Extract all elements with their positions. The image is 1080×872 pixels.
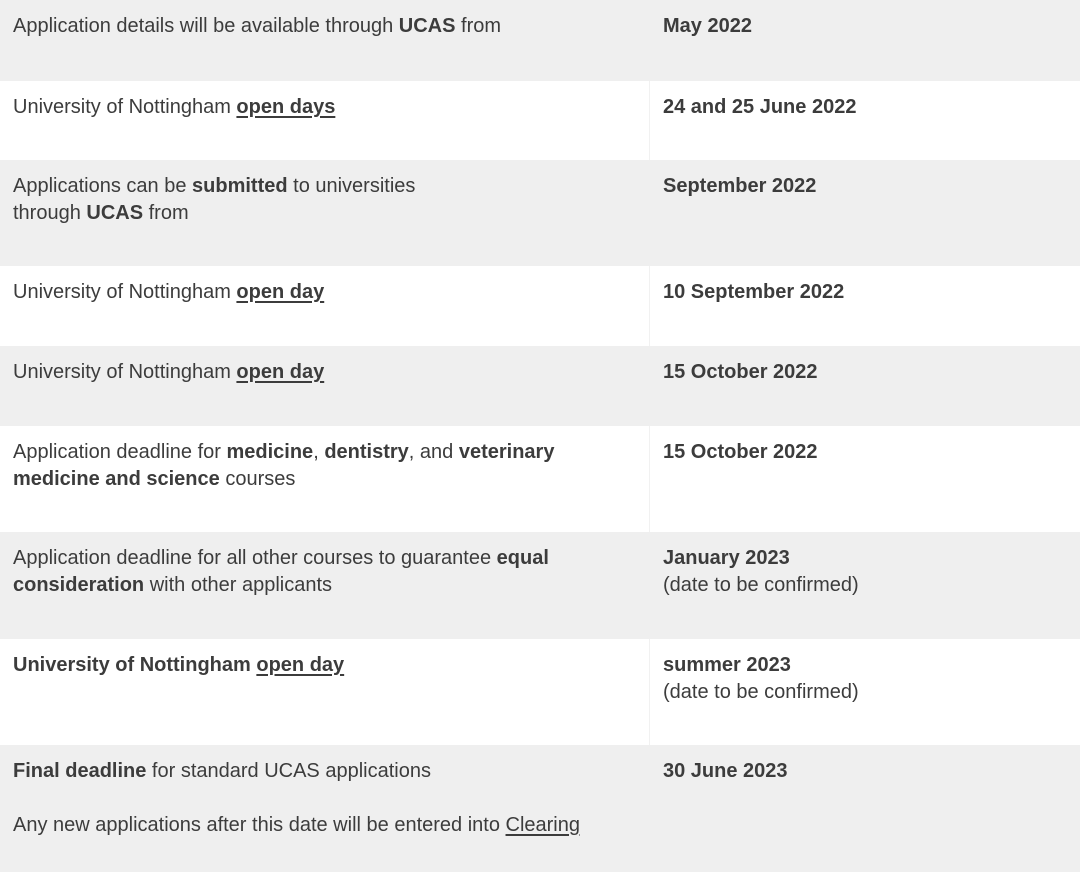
event-text: University of Nottingham [13,96,237,118]
consideration-bold: consideration [13,573,145,596]
event-cell [0,0,649,81]
date-cell [649,745,1080,872]
table-row [0,639,1080,745]
date-note: (date to be confirmed) [663,573,859,596]
event-text: , and [408,441,459,463]
event-cell [0,639,649,745]
event-cell [0,81,649,160]
date-value: 30 June 2023 [663,760,788,782]
veterinary-bold: veterinary [458,441,555,463]
open-days-link[interactable]: open days [236,96,336,118]
date-value: May 2022 [663,15,752,37]
event-cell [0,266,649,346]
event-cell [0,346,649,426]
open-day-link[interactable]: open day [256,654,345,676]
final-deadline-bold: Final deadline [13,760,147,782]
table-row [0,745,1080,872]
date-cell [649,426,1080,532]
date-value: January 2023 [663,547,790,569]
event-text: University of Nottingham [13,361,237,383]
medicine-bold: medicine [226,441,314,463]
ucas-bold: UCAS [398,15,456,37]
event-text: Applications can be [13,175,193,197]
event-text: Application details will be available through [13,15,399,37]
event-text: through [13,201,87,224]
event-text: to universities [287,175,416,197]
date-cell [649,346,1080,426]
event-text-bold: University of Nottingham [13,654,257,676]
table-row [0,426,1080,532]
clearing-link[interactable]: Clearing [505,813,580,836]
event-text: University of Nottingham [13,281,237,303]
event-text: from [143,201,189,224]
equal-bold: equal [496,547,549,569]
date-value: 15 October 2022 [663,441,818,463]
event-cell [0,160,649,266]
date-cell [649,0,1080,81]
event-text: for standard UCAS applications [146,760,431,782]
event-cell [0,532,649,639]
table-row [0,81,1080,160]
date-value: 24 and 25 June 2022 [663,96,857,118]
table-row [0,266,1080,346]
event-text: from [455,15,502,37]
date-value: summer 2023 [663,654,791,676]
clearing-note [13,812,636,839]
open-day-link[interactable]: open day [236,361,325,383]
event-text: Application deadline for all other courses to guarantee [13,547,497,569]
date-cell [649,160,1080,266]
date-cell [649,639,1080,745]
event-text: Any new applications after this date will be entered into [13,813,506,836]
table-row [0,532,1080,639]
event-text: Application deadline for [13,441,227,463]
event-cell [0,745,649,872]
date-value: 15 October 2022 [663,361,818,383]
event-cell [0,426,649,532]
event-text: with other applicants [144,573,333,596]
submitted-bold: submitted [192,175,288,197]
date-note: (date to be confirmed) [663,680,859,703]
medicine-science-bold: medicine and science [13,467,220,490]
date-value: 10 September 2022 [663,281,845,303]
date-cell [649,266,1080,346]
event-text: , [313,441,325,463]
dentistry-bold: dentistry [324,441,409,463]
event-text: courses [219,467,296,490]
open-day-link[interactable]: open day [236,281,325,303]
table-row [0,160,1080,266]
date-value: September 2022 [663,175,817,197]
ucas-bold: UCAS [86,201,144,224]
date-cell [649,532,1080,639]
table-row [0,346,1080,426]
date-cell [649,81,1080,160]
table-row [0,0,1080,81]
